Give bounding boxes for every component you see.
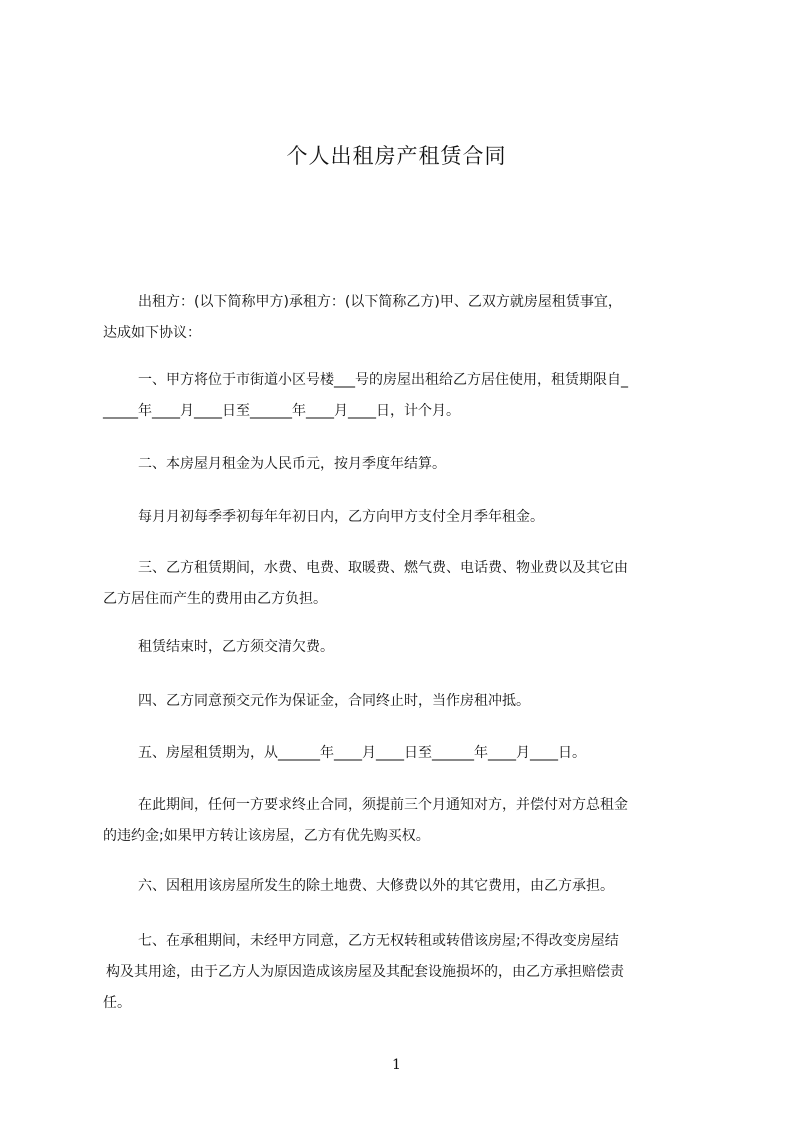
paragraph-line: 构及其用途，由于乙方人为原因造成该房屋及其配套设施损坏的，由乙方承担赔偿责 <box>106 964 624 980</box>
paragraph-line: 一、甲方将位于市街道小区号楼___号的房屋出租给乙方居住使用，租赁期限自_ <box>138 372 628 388</box>
paragraph-line: 二、本房屋月租金为人民币元，按月季度年结算。 <box>138 456 446 472</box>
paragraph-parties <box>103 287 622 349</box>
paragraph-clause-5 <box>138 738 586 769</box>
paragraph-line: 三、乙方租赁期间，水费、电费、取暖费、燃气费、电话费、物业费以及其它由 <box>138 560 628 576</box>
paragraph-line: 达成如下协议： <box>103 325 201 341</box>
document-title: 个人出租房产租赁合同 <box>286 144 507 168</box>
paragraph-line: 出租方：(以下简称甲方)承租方：(以下简称乙方)甲、乙双方就房屋租赁事宜， <box>138 294 622 310</box>
paragraph-settlement <box>138 632 334 663</box>
paragraph-line: 五、房屋租赁期为，从______年____月____日至______年____月____日。 <box>138 745 586 761</box>
paragraph-line: 七、在承租期间，未经甲方同意，乙方无权转租或转借该房屋;不得改变房屋结 <box>138 933 619 949</box>
paragraph-line: 每月月初每季季初每年年初日内，乙方向甲方支付全月季年租金。 <box>138 509 544 525</box>
paragraph-line: 乙方居住而产生的费用由乙方负担。 <box>103 591 327 607</box>
page-number: 1 <box>392 1057 401 1073</box>
paragraph-line: 六、因租用该房屋所发生的除土地费、大修费以外的其它费用，由乙方承担。 <box>138 878 614 894</box>
paragraph-line: _____年____月____日至______年____月____日，计个月。 <box>103 403 460 419</box>
paragraph-clause-7 <box>103 926 624 1019</box>
paragraph-line: 租赁结束时，乙方须交清欠费。 <box>138 639 334 655</box>
paragraph-line: 任。 <box>103 995 131 1011</box>
paragraph-clause-3 <box>103 553 628 615</box>
paragraph-clause-1 <box>103 365 628 427</box>
paragraph-termination <box>103 790 628 852</box>
paragraph-clause-2 <box>138 449 446 480</box>
paragraph-line: 四、乙方同意预交元作为保证金，合同终止时，当作房租冲抵。 <box>138 693 530 709</box>
paragraph-line: 的违约金;如果甲方转让该房屋，乙方有优先购买权。 <box>103 828 430 844</box>
paragraph-clause-6 <box>138 871 614 902</box>
paragraph-payment <box>138 502 544 533</box>
paragraph-line: 在此期间，任何一方要求终止合同，须提前三个月通知对方，并偿付对方总租金 <box>138 797 628 813</box>
paragraph-clause-4 <box>138 686 530 717</box>
